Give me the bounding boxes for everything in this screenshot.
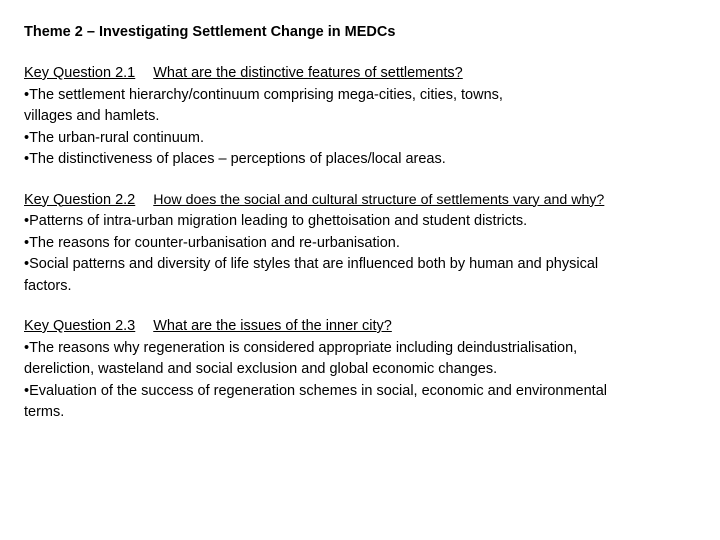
key-question-label: Key Question 2.2 bbox=[24, 191, 136, 208]
bullet-marker: • bbox=[24, 382, 30, 399]
bullet-text: Social patterns and diversity of life styles that are influenced both by human and physical bbox=[29, 256, 599, 272]
bullet-text: The reasons why regeneration is considered appropriate including deindustrialisation, bbox=[29, 339, 578, 356]
bullet-text: The urban-rural continuum. bbox=[29, 129, 204, 146]
document-page bbox=[24, 20, 714, 443]
bullet-item bbox=[24, 128, 714, 150]
bullet-text: The settlement hierarchy/continuum comprising mega-cities, cities, towns, bbox=[29, 86, 503, 103]
bullet-item bbox=[24, 233, 714, 255]
bullet-text-continued: dereliction, wasteland and social exclusion and global economic changes. bbox=[24, 361, 498, 377]
bullet-marker: • bbox=[24, 86, 30, 103]
bullet-marker: • bbox=[24, 256, 30, 272]
bullet-text-continued: villages and hamlets. bbox=[24, 108, 160, 124]
bullet-text-continued: factors. bbox=[24, 277, 72, 294]
key-question-section-2-1 bbox=[24, 63, 714, 171]
document-title: Theme 2 – Investigating Settlement Change in MEDCs bbox=[24, 24, 396, 40]
key-question-section-2-3 bbox=[24, 316, 714, 424]
bullet-item bbox=[24, 85, 714, 128]
key-question-label: Key Question 2.1 bbox=[24, 65, 136, 81]
key-question-section-2-2 bbox=[24, 190, 714, 298]
bullet-marker: • bbox=[24, 151, 30, 167]
bullet-item bbox=[24, 211, 714, 233]
bullet-text-continued: terms. bbox=[24, 404, 65, 420]
key-question-heading bbox=[24, 63, 714, 85]
key-question-label: Key Question 2.3 bbox=[24, 318, 136, 334]
key-question-text: What are the distinctive features of settlements? bbox=[153, 65, 463, 81]
bullet-marker: • bbox=[24, 234, 30, 251]
bullet-item bbox=[24, 338, 714, 381]
key-question-text: How does the social and cultural structure of settlements vary and why? bbox=[153, 191, 605, 208]
bullet-text: Evaluation of the success of regeneration schemes in social, economic and environmental bbox=[29, 382, 607, 399]
bullet-item bbox=[24, 149, 714, 171]
bullet-text: The distinctiveness of places – perceptions of places/local areas. bbox=[29, 151, 446, 167]
bullet-text: The reasons for counter-urbanisation and re-urbanisation. bbox=[29, 234, 400, 251]
key-question-heading bbox=[24, 190, 714, 212]
key-question-text: What are the issues of the inner city? bbox=[153, 318, 392, 334]
bullet-item bbox=[24, 381, 714, 424]
bullet-marker: • bbox=[24, 129, 30, 146]
bullet-marker: • bbox=[24, 339, 30, 356]
bullet-text: Patterns of intra-urban migration leading to ghettoisation and student districts. bbox=[29, 213, 528, 229]
bullet-marker: • bbox=[24, 213, 30, 229]
bullet-item bbox=[24, 254, 714, 297]
key-question-heading bbox=[24, 316, 714, 338]
